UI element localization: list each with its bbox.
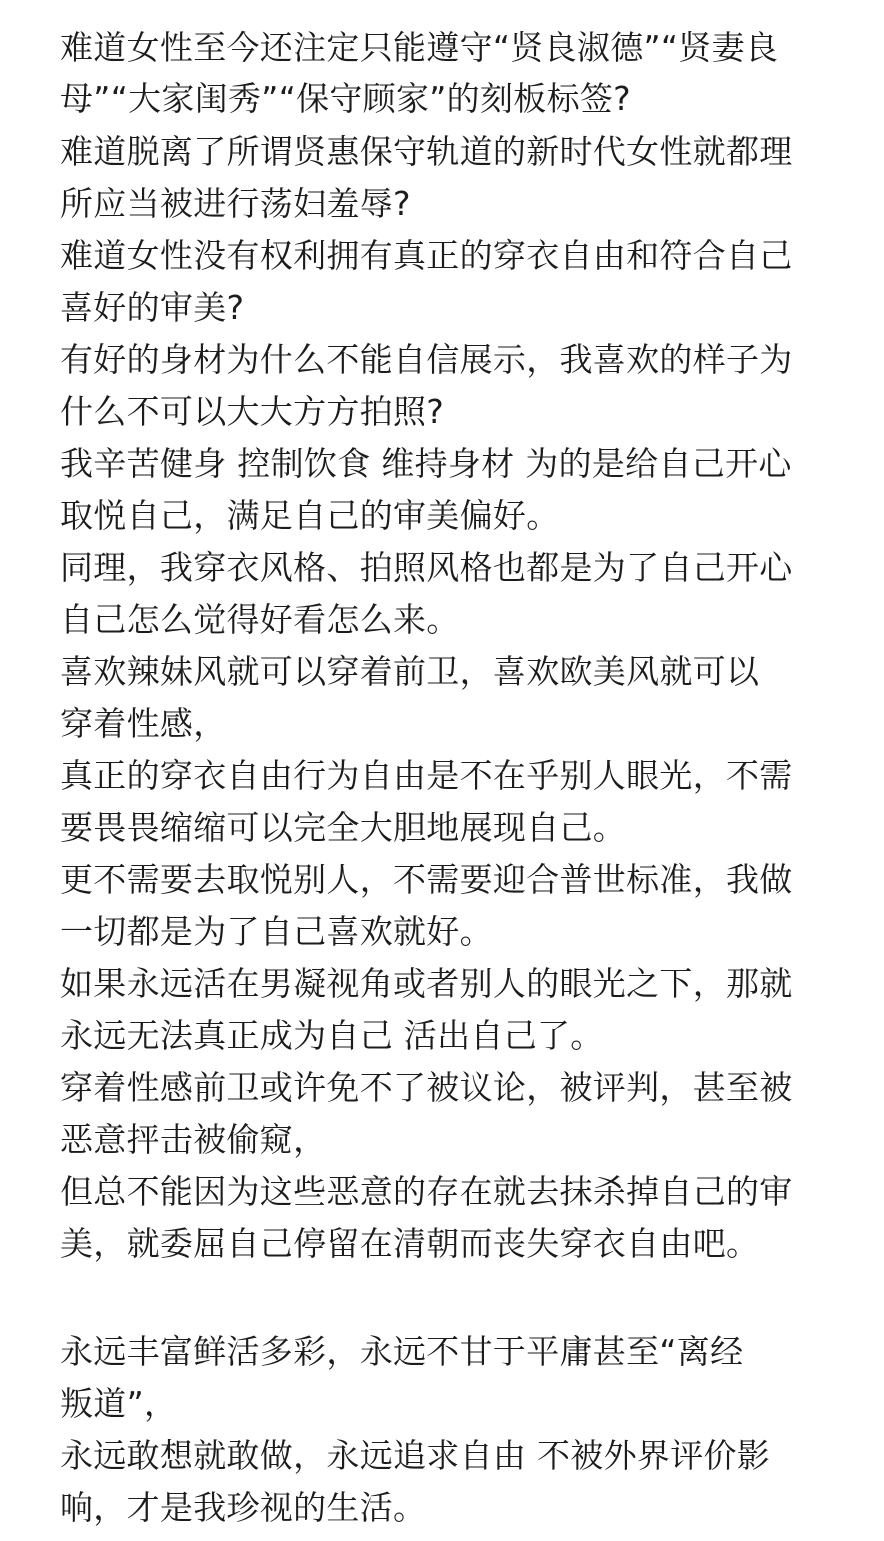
text-line: 取悦自己，满足自己的审美偏好。 [60,496,560,535]
text-line: 响，才是我珍视的生活。 [60,1488,427,1527]
text-line: 同理，我穿衣风格、拍照风格也都是为了自己开心 [60,548,793,587]
text-line: 难道女性没有权利拥有真正的穿衣自由和符合自己 [60,236,793,275]
text-line: 自己怎么觉得好看怎么来。 [60,600,460,639]
text-line: 要畏畏缩缩可以完全大胆地展现自己。 [60,808,627,847]
text-line: 更不需要去取悦别人，不需要迎合普世标准，我做 [60,860,793,899]
text-line: 永远敢想就敢做，永远追求自由 不被外界评价影 [60,1436,771,1475]
text-line: 永远丰富鲜活多彩，永远不甘于平庸甚至“离经 [60,1332,744,1371]
text-line: 难道脱离了所谓贤惠保守轨道的新时代女性就都理 [60,132,793,171]
text-line: 什么不可以大大方方拍照? [60,392,445,431]
text-line: 但总不能因为这些恶意的存在就去抹杀掉自己的审 [60,1172,793,1211]
text-line: 母”“大家闺秀”“保守顾家”的刻板标签? [60,79,631,118]
text-line: 所应当被进行荡妇羞辱? [60,184,411,223]
text-line: 恶意抨击被偷窥， [60,1120,327,1159]
text-line: 穿着性感， [60,704,227,743]
text-line: 一切都是为了自己喜欢就好。 [60,912,493,951]
text-line: 如果永远活在男凝视角或者别人的眼光之下，那就 [60,964,793,1003]
text-line: 真正的穿衣自由行为自由是不在乎别人眼光，不需 [60,756,793,795]
text-line: 有好的身材为什么不能自信展示，我喜欢的样子为 [60,340,793,379]
text-line: 我辛苦健身 控制饮食 维持身材 为的是给自己开心 [60,444,792,483]
text-line: 难道女性至今还注定只能遵守“贤良淑德”“贤妻良 [60,28,779,67]
text-line: 叛道”， [60,1384,178,1423]
text-line: 穿着性感前卫或许免不了被议论，被评判，甚至被 [60,1068,793,1107]
text-line: 喜欢辣妹风就可以穿着前卫，喜欢欧美风就可以 [60,652,760,691]
text-line: 喜好的审美? [60,288,245,327]
text-line: 永远无法真正成为自己 活出自己了。 [60,1016,604,1055]
text-line: 美，就委屈自己停留在清朝而丧失穿衣自由吧。 [60,1224,760,1263]
